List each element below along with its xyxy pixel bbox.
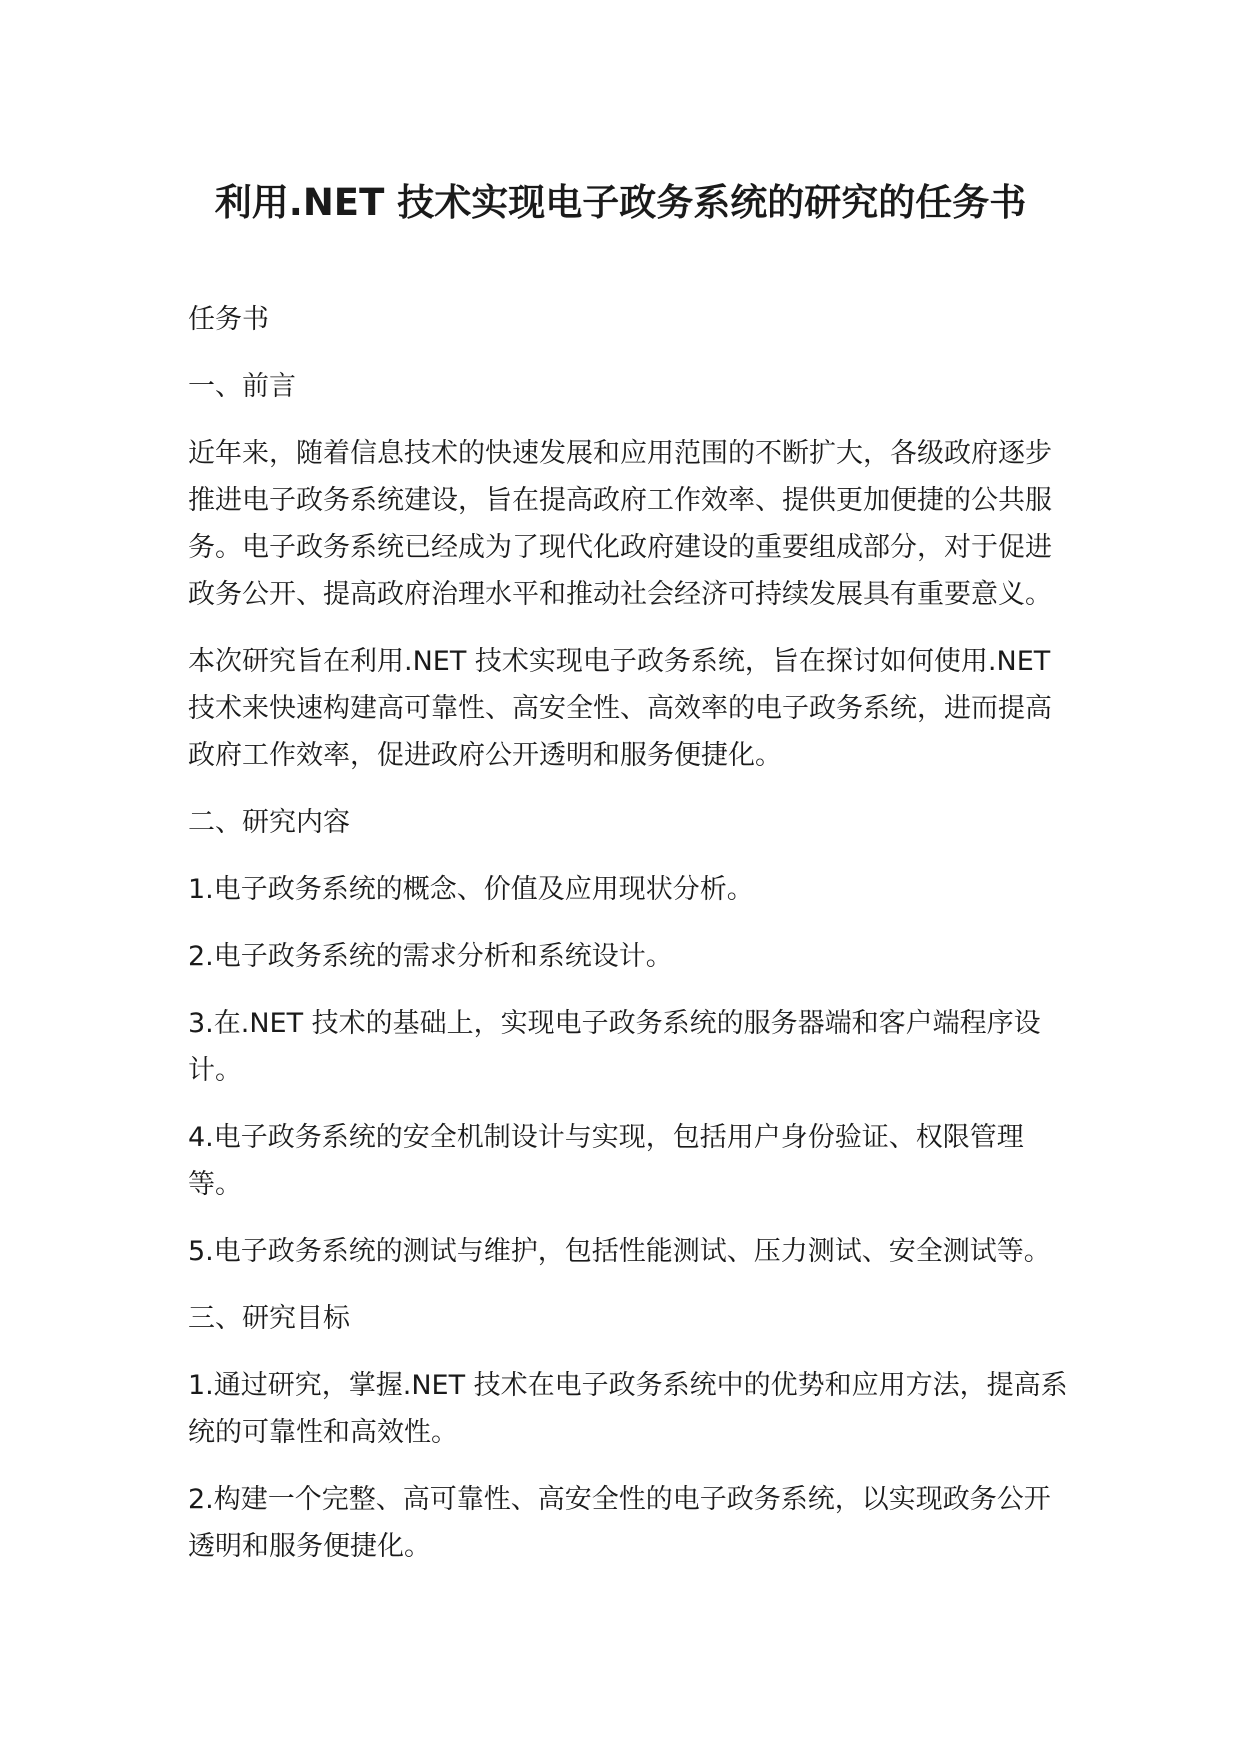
document-title: 利用.NET 技术实现电子政务系统的研究的任务书 <box>214 181 1027 224</box>
section-heading-research-content: 二、研究内容 <box>188 807 350 838</box>
research-content-item-1: 1.电子政务系统的概念、价值及应用现状分析。 <box>188 874 754 905</box>
section-heading-preface: 一、前言 <box>188 371 296 402</box>
section-heading-research-goals: 三、研究目标 <box>188 1303 350 1334</box>
preface-paragraph-1: 近年来，随着信息技术的快速发展和应用范围的不断扩大，各级政府逐步推进电子政务系统建设，旨在提高政府工作效率、提供更加便捷的公共服务。电子政务系统已经成为了现代化政府建设的重要组成部分，对于促进政务公开、提高政府治理水平和推动社会经济可持续发展具有重要意义。 <box>188 438 1052 610</box>
doc-label: 任务书 <box>188 304 269 335</box>
preface-paragraph-2: 本次研究旨在利用.NET 技术实现电子政务系统，旨在探讨如何使用.NET 技术来快速构建高可靠性、高安全性、高效率的电子政务系统，进而提高政府工作效率，促进政府公开透明和服务便捷化。 <box>188 646 1052 771</box>
research-goal-item-1: 1.通过研究，掌握.NET 技术在电子政务系统中的优势和应用方法，提高系统的可靠性和高效性。 <box>188 1370 1068 1448</box>
research-content-item-5: 5.电子政务系统的测试与维护，包括性能测试、压力测试、安全测试等。 <box>188 1236 1051 1267</box>
research-content-item-4: 4.电子政务系统的安全机制设计与实现，包括用户身份验证、权限管理等。 <box>188 1122 1024 1200</box>
research-content-item-2: 2.电子政务系统的需求分析和系统设计。 <box>188 941 673 972</box>
research-goal-item-2: 2.构建一个完整、高可靠性、高安全性的电子政务系统，以实现政务公开透明和服务便捷化。 <box>188 1484 1051 1562</box>
research-content-item-3: 3.在.NET 技术的基础上，实现电子政务系统的服务器端和客户端程序设计。 <box>188 1008 1041 1086</box>
document-body <box>188 296 1068 1590</box>
